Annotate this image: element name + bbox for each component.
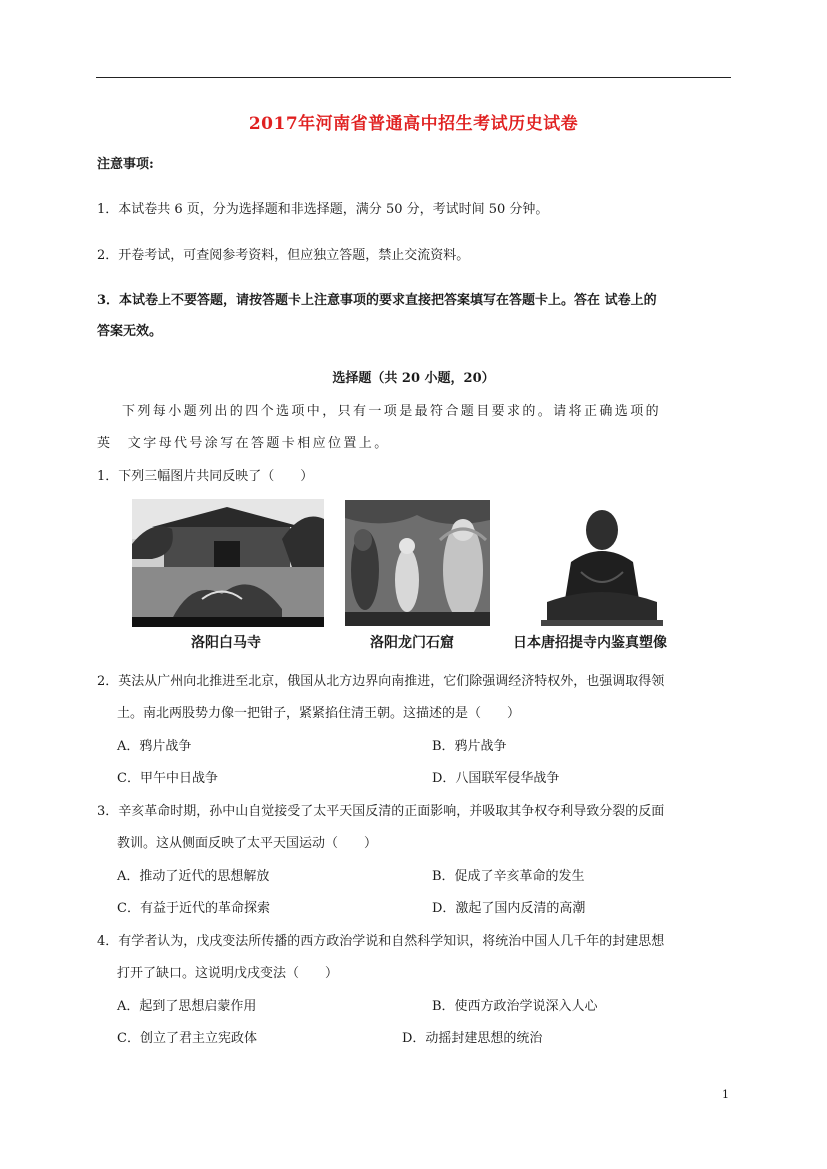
notice-heading: 注意事项: bbox=[97, 157, 154, 172]
question-3-stem-1: 3．辛亥革命时期，孙中山自觉接受了太平天国反清的正面影响，并吸取其争权夺利导致分裂的反面 bbox=[97, 804, 665, 819]
question-2-stem-1: 2．英法从广州向北推进至北京，俄国从北方边界向南推进，它们除强调经济特权外，也强调取得领 bbox=[97, 674, 665, 689]
section-instruction-1: 下列每小题列出的四个选项中，只有一项是最符合题目要求的。请将正确选项的 bbox=[122, 404, 662, 419]
image-caption-grotto: 洛阳龙门石窟 bbox=[370, 635, 454, 651]
notice-item-3: 3．本试卷上不要答题，请按答题卡上注意事项的要求直接把答案填写在答题卡上。答在 试卷上的 bbox=[97, 293, 657, 308]
question-4-option-d: D．动摇封建思想的统治 bbox=[402, 1031, 543, 1046]
question-2-option-b: B．鸦片战争 bbox=[432, 739, 507, 754]
question-4-option-b: B．使西方政治学说深入人心 bbox=[432, 999, 598, 1014]
image-caption-statue: 日本唐招提寺内鉴真塑像 bbox=[513, 635, 667, 651]
page-number: 1 bbox=[722, 1088, 729, 1101]
notice-item-1: 1．本试卷共 6 页，分为选择题和非选择题，满分 50 分，考试时间 50 分钟。 bbox=[97, 202, 549, 217]
question-1-stem: 1．下列三幅图片共同反映了（ ） bbox=[97, 469, 314, 484]
question-3-option-b: B．促成了辛亥革命的发生 bbox=[432, 869, 585, 884]
notice-item-2: 2．开卷考试，可查阅参考资料，但应独立答题，禁止交流资料。 bbox=[97, 248, 470, 263]
image-caption-temple: 洛阳白马寺 bbox=[191, 635, 261, 651]
question-3-option-c: C．有益于近代的革命探索 bbox=[117, 901, 270, 916]
question-4-stem-1: 4．有学者认为，戊戌变法所传播的西方政治学说和自然科学知识，将统治中国人几千年的封建思想 bbox=[97, 934, 665, 949]
header-rule bbox=[96, 77, 731, 78]
question-3-option-d: D．激起了国内反清的高潮 bbox=[432, 901, 586, 916]
temple-photo bbox=[132, 499, 324, 627]
exam-title: 2017年河南省普通高中招生考试历史试卷 bbox=[248, 114, 579, 134]
question-2-option-d: D．八国联军侵华战争 bbox=[432, 771, 560, 786]
question-3-stem-2: 教训。这从侧面反映了太平天国运动（ ） bbox=[117, 836, 378, 851]
question-2-option-a: A．鸦片战争 bbox=[117, 739, 192, 754]
question-4-option-c: C．创立了君主立宪政体 bbox=[117, 1031, 257, 1046]
question-2-option-c: C．甲午中日战争 bbox=[117, 771, 218, 786]
notice-item-3-cont: 答案无效。 bbox=[97, 324, 163, 339]
section-heading: 选择题（共 20 小题，20） bbox=[332, 371, 495, 386]
statue-photo bbox=[541, 502, 663, 626]
grotto-photo bbox=[345, 500, 490, 626]
question-2-stem-2: 土。南北两股势力像一把钳子，紧紧掐住清王朝。这描述的是（ ） bbox=[117, 706, 521, 721]
question-4-stem-2: 打开了缺口。这说明戊戌变法（ ） bbox=[117, 966, 339, 981]
section-instruction-2: 英 文字母代号涂写在答题卡相应位置上。 bbox=[97, 436, 390, 451]
question-3-option-a: A．推动了近代的思想解放 bbox=[117, 869, 270, 884]
question-4-option-a: A．起到了思想启蒙作用 bbox=[117, 999, 257, 1014]
